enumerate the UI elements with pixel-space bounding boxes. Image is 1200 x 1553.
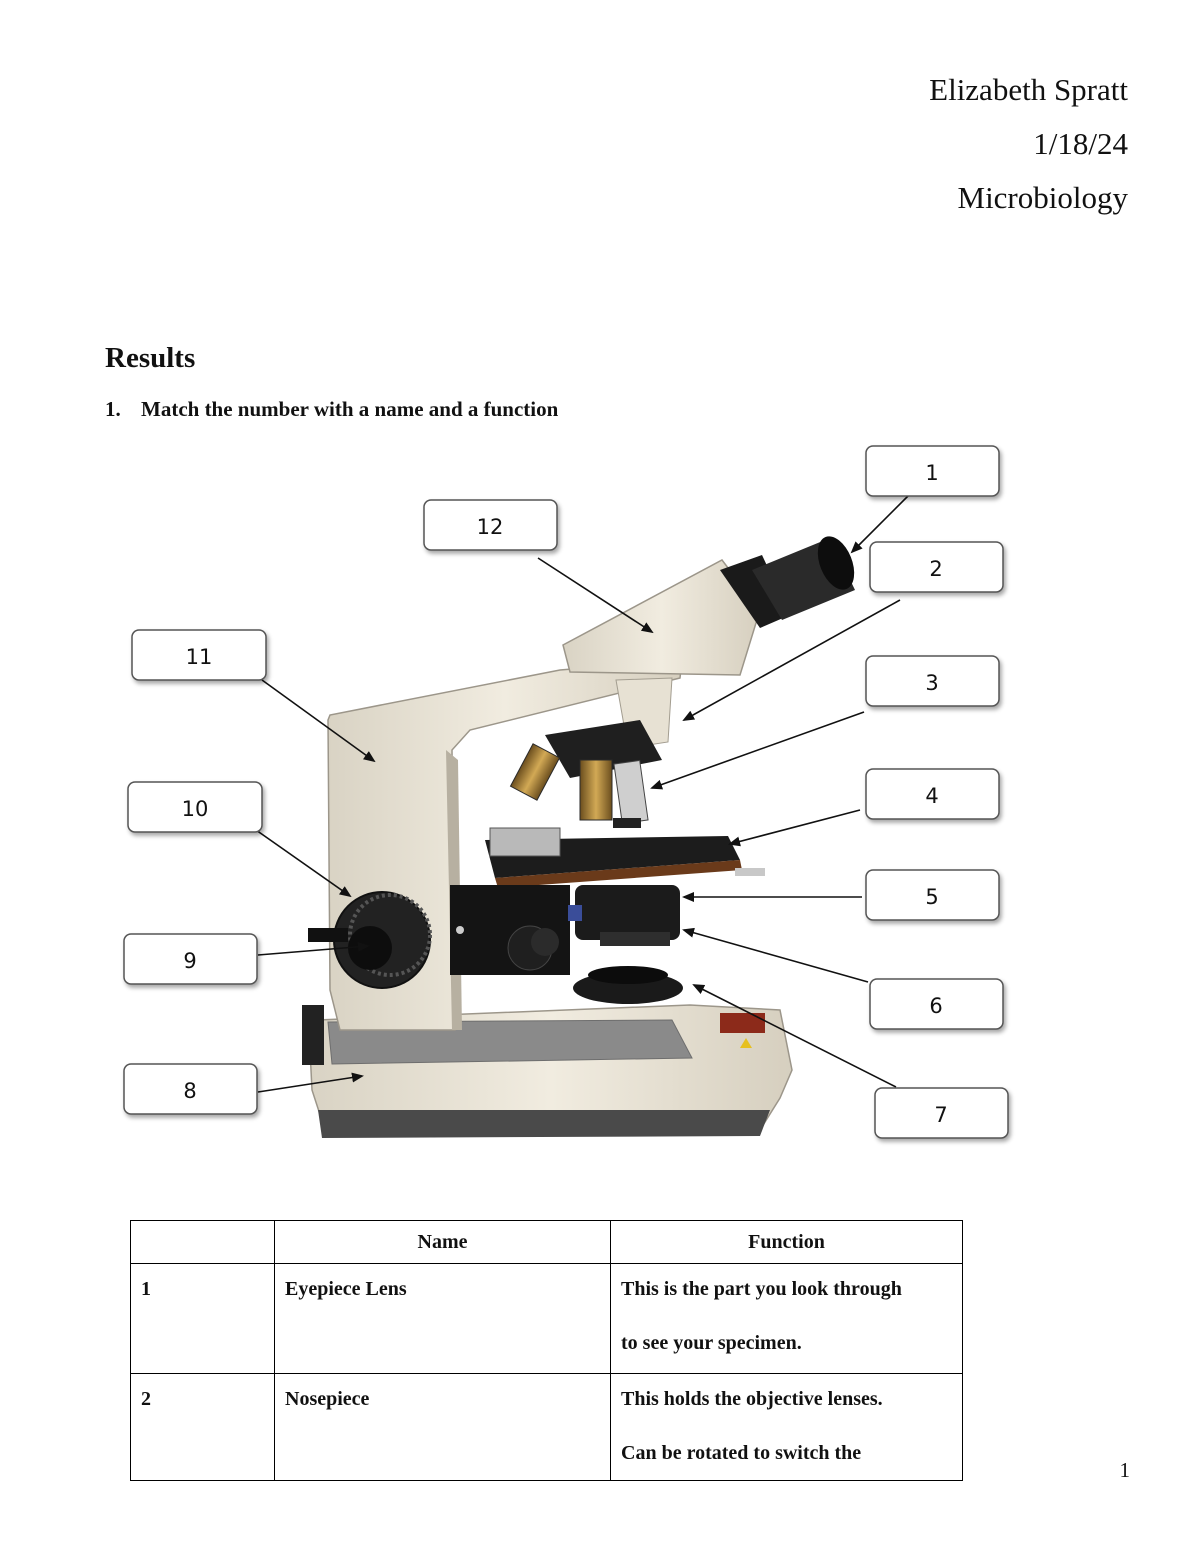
table-row	[131, 1264, 963, 1374]
label-box-4	[866, 769, 999, 819]
section-title: Results	[105, 342, 196, 374]
label-box-1	[866, 446, 999, 496]
label-box-8	[124, 1064, 257, 1114]
row-number-value: 2	[141, 1388, 151, 1410]
label-1-text: 1	[925, 461, 939, 485]
row-function-line: Can be rotated to switch the	[621, 1442, 862, 1464]
microscope-illustration	[302, 531, 861, 1138]
header-name: Name	[275, 1221, 611, 1264]
base-bottom-band	[318, 1110, 770, 1138]
table-header-row	[131, 1221, 963, 1264]
label-box-10	[128, 782, 262, 832]
label-3-text: 3	[925, 671, 939, 695]
label-box-11	[132, 630, 266, 680]
author-name: Elizabeth Spratt	[929, 72, 1128, 107]
light-source-top	[588, 966, 668, 984]
label-box-5	[866, 870, 999, 920]
base-warning-label	[720, 1013, 765, 1033]
row-number	[131, 1374, 275, 1481]
header-function: Function	[611, 1221, 963, 1264]
label-box-12	[424, 500, 557, 550]
power-switch	[302, 1005, 324, 1065]
question	[105, 397, 558, 422]
label-4-text: 4	[925, 784, 939, 808]
label-9-text: 9	[183, 949, 197, 973]
row-function-line: This holds the objective lenses.	[621, 1388, 883, 1410]
row-number	[131, 1264, 275, 1374]
label-5-text: 5	[925, 885, 939, 909]
row-function-line: This is the part you look through	[621, 1278, 902, 1300]
label-box-6	[870, 979, 1003, 1029]
label-box-2	[870, 542, 1003, 592]
label-box-3	[866, 656, 999, 706]
microscope-diagram	[0, 430, 1200, 1160]
document-date: 1/18/24	[1033, 126, 1128, 161]
page-number: 1	[1119, 1458, 1130, 1482]
iris-ring	[600, 932, 670, 946]
stage-knob-rod	[735, 868, 765, 876]
label-2-text: 2	[929, 557, 943, 581]
label-box-7	[875, 1088, 1008, 1138]
row-name-value: Nosepiece	[285, 1388, 370, 1410]
pointer-12	[538, 558, 652, 632]
row-function-line: to see your specimen.	[621, 1332, 802, 1354]
row-function	[611, 1374, 963, 1481]
condenser-blue-tab	[568, 905, 582, 921]
question-text: Match the number with a name and a function	[141, 397, 559, 421]
arm-screw	[456, 926, 464, 934]
pointer-3	[652, 712, 864, 788]
focus-shaft	[308, 928, 348, 942]
label-10-text: 10	[181, 797, 209, 821]
label-12-text: 12	[476, 515, 504, 539]
row-name	[275, 1264, 611, 1374]
fine-focus-knob	[348, 926, 392, 970]
label-7-text: 7	[934, 1103, 948, 1127]
objective-left	[510, 744, 559, 800]
row-number-value: 1	[141, 1278, 151, 1300]
condenser	[575, 885, 680, 940]
row-function	[611, 1264, 963, 1374]
parts-table	[130, 1220, 963, 1481]
objective-middle	[580, 760, 612, 820]
label-8-text: 8	[183, 1079, 197, 1103]
table-row	[131, 1374, 963, 1481]
question-number: 1.	[105, 397, 121, 421]
header-number	[131, 1221, 275, 1264]
stage-adjust-knob-outer	[531, 928, 559, 956]
objective-right	[614, 760, 648, 823]
stage-clip	[490, 828, 560, 856]
pointer-6	[684, 930, 868, 982]
row-name-value: Eyepiece Lens	[285, 1278, 407, 1300]
label-11-text: 11	[185, 645, 213, 669]
objective-tip	[613, 818, 641, 828]
label-box-9	[124, 934, 257, 984]
row-name	[275, 1374, 611, 1481]
course-name: Microbiology	[957, 180, 1128, 215]
label-6-text: 6	[929, 994, 943, 1018]
pointer-4	[730, 810, 860, 844]
